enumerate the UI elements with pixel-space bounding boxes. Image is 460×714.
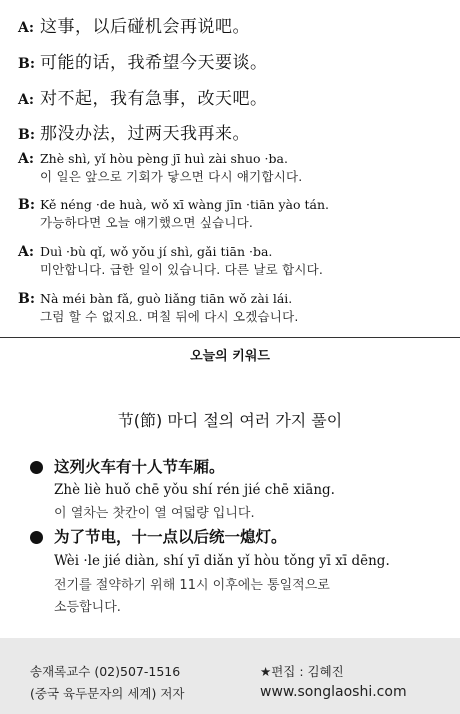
pinyin-text: Nà méi bàn fǎ, guò liǎng tiān wǒ zài lái. <box>40 291 293 306</box>
korean-translation: 이 일은 앞으로 기회가 닿으면 다시 얘기합시다. <box>40 169 303 184</box>
chinese-sentence: 那没办法，过两天我再来。 <box>40 124 250 144</box>
bullet-icon <box>30 531 43 544</box>
pinyin-line <box>18 196 329 214</box>
speaker-label: B: <box>18 291 36 307</box>
chinese-sentence: 对不起，我有急事，改天吧。 <box>40 89 268 109</box>
keyword-example-pinyin: Zhè liè huǒ chē yǒu shí rén jié chē xiāng. <box>54 482 335 498</box>
pinyin-line <box>18 150 288 168</box>
keyword-header: 오늘의 키워드 <box>190 349 270 364</box>
keyword-title: 节(節) 마디 절의 여러 가지 풀이 <box>117 411 343 430</box>
speaker-label: B: <box>18 197 36 213</box>
speaker-label: A: <box>18 151 35 167</box>
keyword-example-pinyin: Wèi ·le jié diàn, shí yī diǎn yǐ hòu tǒng yī xī dēng. <box>54 553 390 569</box>
speaker-label: A: <box>18 92 35 108</box>
korean-translation: 가능하다면 오늘 얘기했으면 싶습니다. <box>40 215 254 230</box>
speaker-label: A: <box>18 20 35 36</box>
korean-translation: 그럼 할 수 없지요. 며칠 뒤에 다시 오겠습니다. <box>40 309 299 324</box>
speaker-label: B: <box>18 127 36 143</box>
speaker-label: B: <box>18 56 36 72</box>
keyword-example-chinese: 为了节电，十一点以后统一熄灯。 <box>54 528 287 546</box>
chinese-sentence: 这事，以后碰机会再说吧。 <box>40 17 250 37</box>
keyword-example-chinese: 这列火车有十人节车厢。 <box>54 458 225 476</box>
editor-credit: ★편집 : 김혜진 <box>260 664 344 679</box>
dialogue-line <box>18 119 250 144</box>
dialogue-line <box>18 84 268 109</box>
pinyin-text: Duì ·bù qǐ, wǒ yǒu jí shì, gǎi tiān ·ba. <box>40 244 273 259</box>
korean-translation: 미안합니다. 급한 일이 있습니다. 다른 날로 합시다. <box>40 262 324 277</box>
dialogue-line <box>18 12 250 37</box>
speaker-label: A: <box>18 244 35 260</box>
author-contact: 송재록교수 (02)507-1516 <box>30 664 181 679</box>
website-link[interactable]: www.songlaoshi.com <box>260 684 407 700</box>
keyword-example-korean: 이 열차는 찻칸이 열 여덟량 입니다. <box>54 506 255 521</box>
keyword-example-korean: 소등합니다. <box>54 600 121 615</box>
pinyin-text: Kě néng ·de huà, wǒ xī wàng jīn ·tiān yào tán. <box>40 197 329 212</box>
pinyin-line <box>18 290 292 308</box>
author-book: (중국 육두문자의 세계) 저자 <box>30 686 185 701</box>
section-divider <box>0 337 460 338</box>
chinese-sentence: 可能的话，我希望今天要谈。 <box>40 53 268 73</box>
pinyin-line <box>18 243 272 261</box>
dialogue-line <box>18 48 268 73</box>
pinyin-text: Zhè shì, yǐ hòu pèng jī huì zài shuo ·ba. <box>40 151 288 166</box>
bullet-icon <box>30 461 43 474</box>
keyword-example-korean: 전기를 절약하기 위해 11시 이후에는 통일적으로 <box>54 578 330 593</box>
